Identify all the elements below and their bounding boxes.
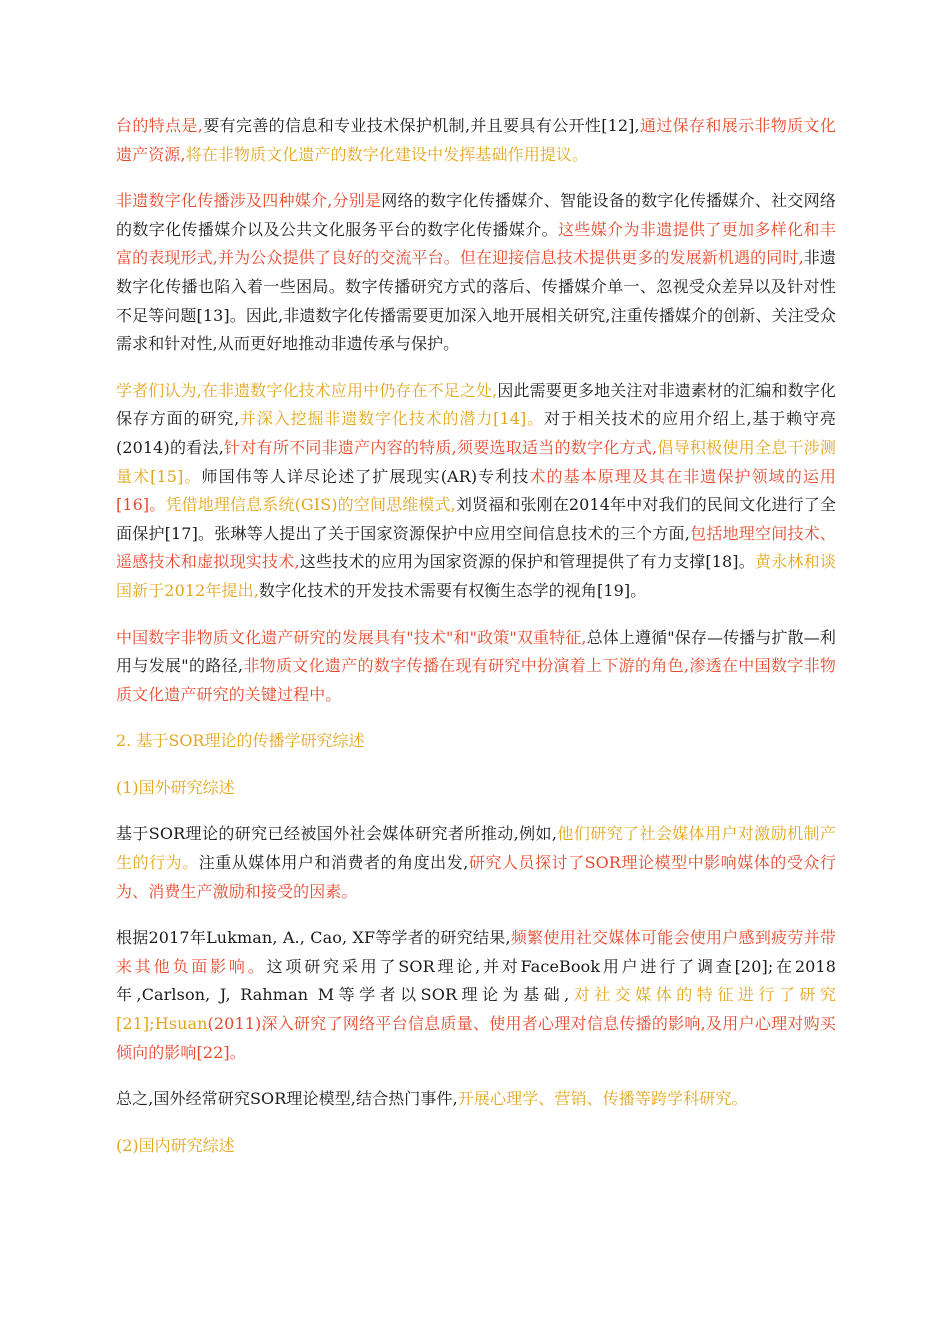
text-segment: 针对有所不同非遗产内容的特质,须要选取适当的数字化方式,	[223, 437, 658, 457]
text-segment: 研究人员探讨了SOR理论模型中影响媒体的受众行为、消费生产激励和接受的因素。	[116, 853, 836, 901]
text-segment: 倡导积极使用全息干涉测量术[15]。	[116, 437, 836, 486]
text-segment: 师国伟等人详尽论述了扩展现实(AR)专利技	[201, 466, 530, 486]
section-heading	[116, 1132, 836, 1161]
text-segment: 要有完善的信息和专业技术保护机制,并且要具有公开性[12],	[202, 116, 640, 135]
text-segment: 注重从媒体用户和消费者的角度出发,	[198, 853, 469, 873]
text-segment: 刘贤福和张刚在2014年中对我们的民间文化进行了全面保护[17]。张琳等人提出了关于国家资源保护中应用空间信息技术的三个方面,	[116, 495, 837, 543]
text-segment: 频繁使用社交媒体可能会使用户感到疲劳并带来其他负面影响。	[116, 928, 836, 976]
text-segment: 对于相关技术的应用介绍上,基于赖守亮(2014)的看法,	[116, 409, 836, 457]
text-segment: 非物质文化遗产的数字传播在现有研究中扮演着上下游的角色,渗透在中国数字非物质文化遗产研究的关键过程中。	[116, 656, 836, 704]
text-segment: 对社交媒体的特征进行了研究[21];Hsuan	[116, 985, 836, 1034]
text-segment: 学者们认为,在非遗数字化技术应用中仍存在不足之处,	[116, 380, 498, 400]
text-segment: 非遗数字化传播也陷入着一些困局。数字传播研究方式的落后、传播媒介单一、忽视受众差异以及针对性不足等问题[13]。因此,非遗数字化传播需要更加深入地开展相关研究,注重传播媒介的创新、关注受众需求和针对性,从而更好地推动非遗传承与保护。	[116, 248, 837, 354]
text-segment: 并深入挖掘非遗数字化技术的潜力[14]。	[239, 409, 544, 429]
text-segment: (2011)深入研究了网络平台信息质量、使用者心理对信息传播的影响,及用户心理对购买倾向的影响[22]。	[116, 1014, 836, 1062]
body-paragraph	[116, 924, 836, 1067]
body-paragraph	[116, 377, 836, 606]
section-heading	[116, 727, 836, 756]
text-segment: (1)国外研究综述	[116, 777, 235, 797]
text-segment: 黄永林和谈国新于2012年提出,	[116, 552, 836, 600]
text-segment: 这些媒介为非遗提供了更加多样化和丰富的表现形式,并为公众提供了良好的交流平台。但在迎接信息技术提供更多的发展新机遇的同时,	[116, 219, 836, 268]
text-segment: 数字化技术的开发技术需要有权衡生态学的视角[19]。	[258, 580, 647, 600]
text-segment: 非遗数字化传播涉及四种媒介,分别是	[116, 191, 382, 211]
body-paragraph	[116, 820, 836, 906]
text-segment: (2)国内研究综述	[116, 1135, 235, 1155]
text-segment: 将在非物质文化遗产的数字化建设中发挥基础作用提议。	[185, 144, 589, 164]
body-paragraph	[116, 624, 836, 710]
text-segment: 术的基本原理及其在非遗保护领域的运用[16]。	[116, 466, 836, 515]
text-segment: 基于SOR理论的研究已经被国外社会媒体研究者所推动,例如,	[116, 824, 558, 844]
text-segment: 通过保存和展示非物质文化遗产资源,	[116, 116, 836, 164]
text-segment: 网络的数字化传播媒介、智能设备的数字化传播媒介、社交网络的数字化传播媒介以及公共文化服务平台的数字化传播媒介。	[116, 191, 836, 239]
section-heading	[116, 774, 836, 803]
text-segment: 开展心理学、营销、传播等跨学科研究。	[457, 1089, 748, 1109]
text-segment: 总之,国外经常研究SOR理论模型,结合热门事件,	[116, 1089, 458, 1109]
text-segment: 凭借地理信息系统(GIS)的空间思维模式,	[165, 495, 456, 515]
text-segment: 2. 基于SOR理论的传播学研究综述	[116, 731, 365, 751]
text-segment: 根据2017年Lukman, A., Cao, XF等学者的研究结果,	[116, 928, 511, 948]
text-segment: 中国数字非物质文化遗产研究的发展具有"技术"和"政策"双重特征,	[116, 627, 587, 647]
text-segment: 总体上遵循"保存—传播与扩散—利用与发展"的路径,	[116, 627, 836, 676]
text-segment: 因此需要更多地关注对非遗素材的汇编和数字化保存方面的研究,	[116, 380, 836, 429]
body-paragraph	[116, 1085, 836, 1114]
body-paragraph	[116, 187, 836, 359]
text-segment: 包括地理空间技术、遥感技术和虚拟现实技术,	[116, 523, 836, 572]
text-segment: 这项研究采用了SOR理论,并对FaceBook用户进行了调查[20];在2018年,Carlson, J, Rahman M等学者以SOR理论为基础,	[116, 956, 836, 1005]
body-paragraph	[116, 112, 836, 169]
text-segment: 他们研究了社会媒体用户对激励机制产生的行为。	[116, 824, 837, 873]
document-page	[116, 112, 836, 1178]
text-segment: 这些技术的应用为国家资源的保护和管理提供了有力支撑[18]。	[299, 552, 755, 572]
text-segment: 台的特点是,	[116, 116, 203, 135]
